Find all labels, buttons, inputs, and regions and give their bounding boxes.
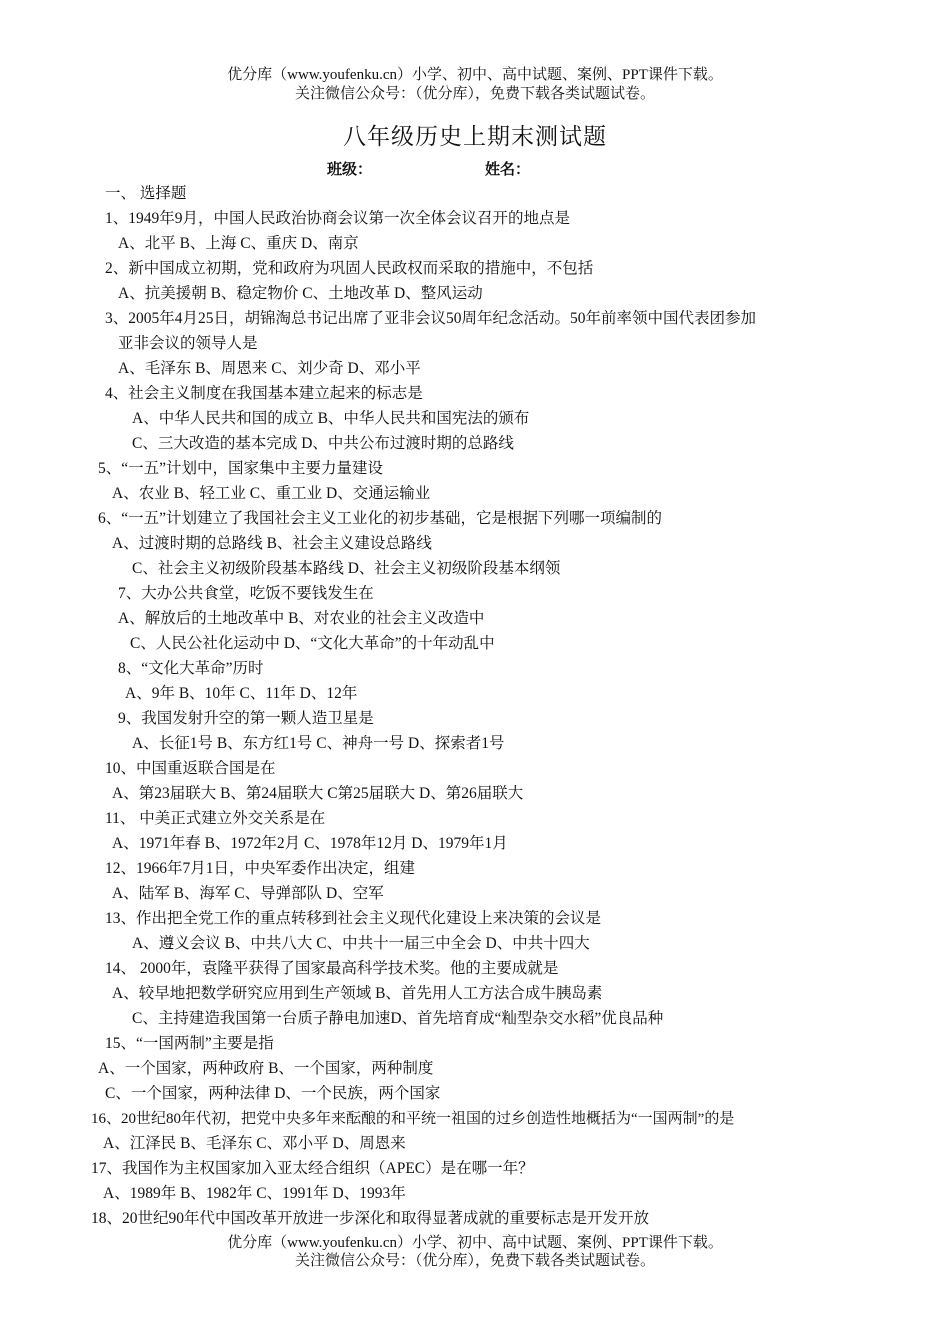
options-line: A、第23届联大 B、第24届联大 C第25届联大 D、第26届联大 xyxy=(112,785,524,802)
options-line: C、三大改造的基本完成 D、中共公布过渡时期的总路线 xyxy=(132,435,514,452)
header-line-2: 关注微信公众号：（优分库），免费下载各类试题试卷。 xyxy=(294,86,655,102)
question-line: 9、我国发射升空的第一颗人造卫星是 xyxy=(118,710,374,727)
options-line: A、1989年 B、1982年 C、1991年 D、1993年 xyxy=(103,1185,406,1202)
question-line: 4、社会主义制度在我国基本建立起来的标志是 xyxy=(105,385,423,402)
options-line: A、抗美援朝 B、稳定物价 C、土地改革 D、整风运动 xyxy=(118,285,483,302)
options-line: A、毛泽东 B、周恩来 C、刘少奇 D、邓小平 xyxy=(118,360,421,377)
question-line: 11、 中美正式建立外交关系是在 xyxy=(105,810,326,827)
options-line: A、北平 B、上海 C、重庆 D、南京 xyxy=(118,235,359,252)
options-line: C、一个国家，两种法律 D、一个民族，两个国家 xyxy=(105,1085,441,1102)
options-line: A、中华人民共和国的成立 B、中华人民共和国宪法的颁布 xyxy=(132,410,530,427)
options-line: A、长征1号 B、东方红1号 C、神舟一号 D、探索者1号 xyxy=(132,735,505,752)
class-label: 班级： xyxy=(327,160,373,178)
question-line: 5、“一五”计划中，国家集中主要力量建设 xyxy=(98,460,384,477)
question-line: 6、“一五”计划建立了我国社会主义工业化的初步基础，它是根据下列哪一项编制的 xyxy=(98,510,663,527)
question-line: 13、作出把全党工作的重点转移到社会主义现代化建设上来决策的会议是 xyxy=(105,910,602,927)
footer-line-2: 关注微信公众号：（优分库），免费下载各类试题试卷。 xyxy=(294,1253,655,1269)
options-line: A、1971年春 B、1972年2月 C、1978年12月 D、1979年1月 xyxy=(112,835,508,852)
question-line: 1、1949年9月，中国人民政治协商会议第一次全体会议召开的地点是 xyxy=(105,210,571,227)
question-line: 10、中国重返联合国是在 xyxy=(105,760,276,777)
name-label: 姓名： xyxy=(485,160,531,178)
question-line: 15、“一国两制”主要是指 xyxy=(105,1035,274,1052)
options-line: A、遵义会议 B、中共八大 C、中共十一届三中全会 D、中共十四大 xyxy=(132,935,590,952)
section-title: 一、 选择题 xyxy=(105,185,187,202)
question-line: 8、“文化大革命”历时 xyxy=(118,660,264,677)
question-line: 16、20世纪80年代初，把党中央多年来酝酿的和平统一祖国的过乡创造性地概括为“一国两制”的是 xyxy=(91,1111,735,1127)
question-line: 2、新中国成立初期，党和政府为巩固人民政权而采取的措施中，不包括 xyxy=(105,260,594,277)
options-line: A、江泽民 B、毛泽东 C、邓小平 D、周恩来 xyxy=(103,1135,406,1152)
options-line: A、陆军 B、海军 C、导弹部队 D、空军 xyxy=(112,885,384,902)
question-line: 3、2005年4月25日，胡锦淘总书记出席了亚非会议50周年纪念活动。50年前率领中国代表团参加 xyxy=(105,310,757,327)
options-line: C、人民公社化运动中 D、“文化大革命”的十年动乱中 xyxy=(130,635,495,652)
options-line: A、较早地把数学研究应用到生产领域 B、首先用人工方法合成牛胰岛素 xyxy=(112,985,603,1002)
question-line: 17、我国作为主权国家加入亚太经合组织（APEC）是在哪一年？ xyxy=(91,1160,534,1177)
question-line: 12、1966年7月1日，中央军委作出决定，组建 xyxy=(105,860,416,877)
page-title: 八年级历史上期末测试题 xyxy=(343,124,607,150)
options-line: A、解放后的土地改革中 B、对农业的社会主义改造中 xyxy=(118,610,485,627)
header-line-1: 优分库（www.youfenku.cn）小学、初中、高中试题、案例、PPT课件下载。 xyxy=(227,67,723,83)
options-line: A、农业 B、轻工业 C、重工业 D、交通运输业 xyxy=(112,485,431,502)
question-line: 7、大办公共食堂，吃饭不要钱发生在 xyxy=(118,585,374,602)
footer-line-1: 优分库（www.youfenku.cn）小学、初中、高中试题、案例、PPT课件下载。 xyxy=(227,1235,723,1251)
options-line: A、9年 B、10年 C、11年 D、12年 xyxy=(125,685,358,702)
options-line: C、主持建造我国第一台质子静电加速D、首先培育成“籼型杂交水稻”优良品种 xyxy=(132,1010,664,1027)
question-line: 14、 2000年，袁隆平获得了国家最高科学技术奖。他的主要成就是 xyxy=(105,960,559,977)
question-line: 18、20世纪90年代中国改革开放进一步深化和取得显著成就的重要标志是开发开放 xyxy=(91,1210,650,1227)
options-line: C、社会主义初级阶段基本路线 D、社会主义初级阶段基本纲领 xyxy=(132,560,561,577)
options-line: A、过渡时期的总路线 B、社会主义建设总路线 xyxy=(112,535,432,552)
options-line: A、一个国家，两种政府 B、一个国家，两种制度 xyxy=(98,1060,434,1077)
question-continuation: 亚非会议的领导人是 xyxy=(118,335,258,352)
